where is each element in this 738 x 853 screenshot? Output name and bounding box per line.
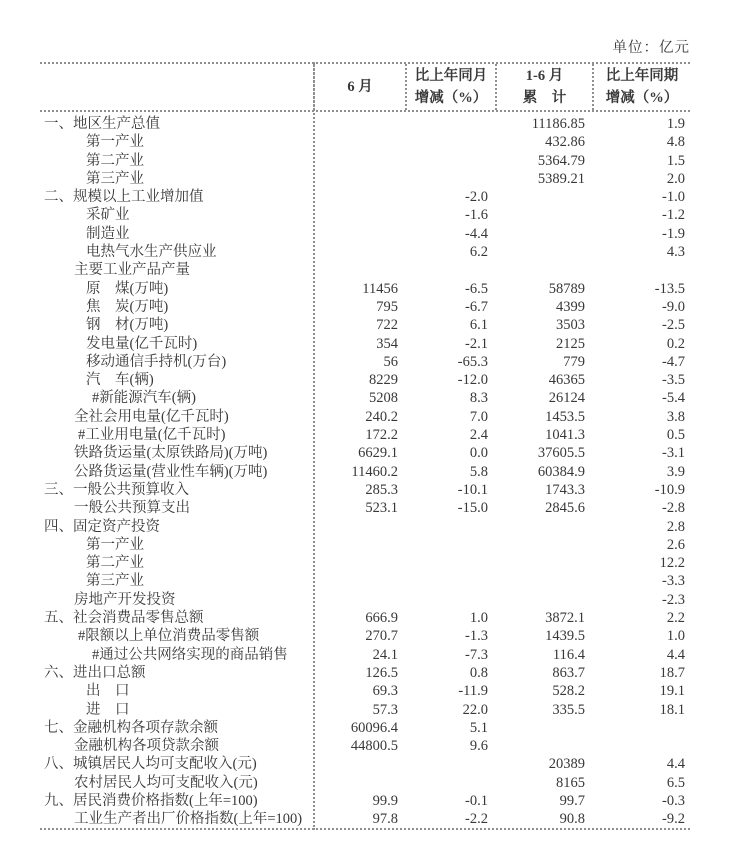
column-header-mom-change — [405, 64, 495, 110]
cell-cumulative-value: 2125 — [556, 335, 585, 352]
cell-cumulative-value: 11186.85 — [531, 116, 585, 132]
cell-june-value — [313, 243, 405, 261]
cell-cumulative-value: 863.7 — [552, 664, 585, 681]
table-row — [40, 481, 690, 499]
cell-june-value: 722 — [376, 317, 398, 334]
cell-june-value: 523.1 — [365, 500, 398, 517]
table-row — [40, 518, 690, 536]
cell-june-value: 99.9 — [372, 792, 398, 809]
cell-yoy-change: 4.4 — [666, 756, 685, 773]
table-row — [40, 554, 690, 572]
cell-cumulative-value — [495, 591, 592, 609]
cell-yoy-change: -2.8 — [662, 500, 685, 517]
row-label: 五、社会消费品零售总额 — [44, 610, 204, 627]
cell-yoy-change: 0.2 — [666, 335, 685, 352]
table-row — [40, 536, 690, 554]
table-row — [40, 335, 690, 353]
row-label: 主要工业产品产量 — [74, 262, 190, 279]
cell-yoy-change: -0.3 — [662, 792, 685, 809]
unit-label: 单位：亿元 — [612, 40, 690, 56]
row-label: #限额以上单位消费品零售额 — [78, 628, 260, 645]
cell-yoy-change: 4.4 — [666, 646, 685, 663]
row-label: 公路货运量(营业性车辆)(万吨) — [74, 463, 268, 480]
cell-mom-change: -7.3 — [465, 646, 488, 663]
cell-mom-change: 1.0 — [469, 610, 488, 627]
row-label: 第二产业 — [86, 152, 144, 169]
row-label: 金融机构各项贷款余额 — [74, 738, 219, 755]
cell-mom-change — [405, 536, 495, 554]
cell-mom-change: -6.5 — [465, 280, 488, 297]
cell-cumulative-value — [495, 206, 592, 224]
row-label: 汽 车(辆) — [86, 372, 154, 389]
cell-cumulative-value: 5389.21 — [537, 170, 585, 187]
cell-mom-change: -2.2 — [465, 811, 488, 828]
cell-june-value — [313, 572, 405, 590]
column-header-line: 比上年同月 — [414, 67, 488, 84]
table-row — [40, 499, 690, 517]
cell-mom-change — [405, 591, 495, 609]
cell-june-value: 354 — [376, 335, 398, 352]
column-header-line: 1-6 月 — [525, 67, 564, 84]
cell-mom-change — [405, 554, 495, 572]
cell-cumulative-value — [495, 737, 592, 755]
table-body — [40, 112, 690, 830]
column-header-line: 6 月 — [347, 78, 373, 95]
cell-june-value — [313, 554, 405, 572]
row-label: #新能源汽车(辆) — [92, 390, 196, 407]
table-row — [40, 371, 690, 389]
column-header-line: 增减（%） — [414, 89, 488, 106]
cell-mom-change — [405, 572, 495, 590]
row-label: 农村居民人均可支配收入(元) — [74, 774, 258, 791]
row-label: 第三产业 — [86, 573, 144, 590]
table-header-row — [40, 62, 690, 112]
column-header-line: 比上年同期 — [605, 67, 679, 84]
table-row — [40, 225, 690, 243]
row-label: 第一产业 — [86, 536, 144, 553]
cell-yoy-change: -10.9 — [654, 481, 685, 498]
cell-mom-change — [405, 152, 495, 170]
cell-yoy-change — [592, 261, 690, 279]
cell-yoy-change: 19.1 — [659, 683, 685, 700]
table-row — [40, 737, 690, 755]
cell-mom-change: -1.3 — [465, 628, 488, 645]
cell-yoy-change: 2.8 — [666, 518, 685, 535]
cell-mom-change: 22.0 — [462, 701, 488, 718]
cell-yoy-change: -1.0 — [662, 189, 685, 206]
cell-mom-change: 9.6 — [469, 738, 488, 755]
column-header-june — [313, 64, 405, 110]
cell-june-value — [313, 115, 405, 133]
row-label: 全社会用电量(亿千瓦时) — [74, 408, 229, 425]
table-row — [40, 444, 690, 462]
cell-june-value: 60096.4 — [350, 719, 398, 736]
cell-yoy-change: -3.3 — [662, 573, 685, 590]
cell-yoy-change: 1.9 — [666, 116, 685, 132]
cell-june-value — [313, 591, 405, 609]
row-label: #工业用电量(亿千瓦时) — [78, 427, 226, 444]
row-label: 采矿业 — [86, 207, 130, 224]
table-row — [40, 755, 690, 773]
cell-yoy-change: 1.5 — [666, 152, 685, 169]
row-label: #通过公共网络实现的商品销售 — [92, 646, 288, 663]
cell-cumulative-value — [495, 188, 592, 206]
cell-cumulative-value — [495, 225, 592, 243]
cell-yoy-change: 2.6 — [666, 536, 685, 553]
cell-mom-change: 7.0 — [469, 408, 488, 425]
row-label: 铁路货运量(太原铁路局)(万吨) — [74, 445, 268, 462]
table-row — [40, 280, 690, 298]
cell-june-value: 24.1 — [372, 646, 398, 663]
cell-june-value — [313, 170, 405, 188]
row-label: 第二产业 — [86, 555, 144, 572]
cell-mom-change — [405, 774, 495, 792]
cell-mom-change: 6.2 — [469, 244, 488, 261]
column-header-indicator — [40, 64, 313, 110]
table-row — [40, 810, 690, 828]
table-row — [40, 609, 690, 627]
table-row — [40, 664, 690, 682]
cell-june-value: 666.9 — [365, 610, 398, 627]
cell-june-value: 6629.1 — [358, 445, 398, 462]
cell-june-value: 126.5 — [365, 664, 398, 681]
cell-cumulative-value: 5364.79 — [537, 152, 585, 169]
cell-june-value — [313, 774, 405, 792]
cell-yoy-change: -5.4 — [662, 390, 685, 407]
column-header-line: 增减（%） — [605, 89, 679, 106]
table-row — [40, 206, 690, 224]
cell-mom-change: 5.8 — [469, 463, 488, 480]
column-header-yoy-change — [592, 64, 690, 110]
row-label: 移动通信手持机(万台) — [86, 353, 227, 370]
cell-mom-change: 2.4 — [469, 427, 488, 444]
table-row — [40, 591, 690, 609]
cell-june-value: 8229 — [369, 372, 398, 389]
cell-yoy-change — [592, 719, 690, 737]
table-row — [40, 389, 690, 407]
table-row — [40, 133, 690, 151]
cell-yoy-change: -3.5 — [662, 372, 685, 389]
table-row — [40, 261, 690, 279]
cell-june-value — [313, 536, 405, 554]
cell-mom-change: -10.1 — [457, 481, 488, 498]
row-label: 一般公共预算支出 — [74, 500, 190, 517]
table-row — [40, 463, 690, 481]
row-label: 第三产业 — [86, 170, 144, 187]
cell-yoy-change: -4.7 — [662, 353, 685, 370]
table-row — [40, 701, 690, 719]
row-label: 焦 炭(万吨) — [86, 298, 169, 315]
table-row — [40, 316, 690, 334]
cell-cumulative-value — [495, 243, 592, 261]
table-row — [40, 719, 690, 737]
cell-yoy-change: 18.1 — [659, 701, 685, 718]
cell-mom-change: 6.1 — [469, 317, 488, 334]
cell-june-value: 56 — [383, 353, 398, 370]
table-row — [40, 682, 690, 700]
row-label: 出 口 — [86, 683, 130, 700]
cell-mom-change: 0.0 — [469, 445, 488, 462]
cell-june-value — [313, 206, 405, 224]
cell-cumulative-value: 335.5 — [552, 701, 585, 718]
cell-june-value: 172.2 — [365, 427, 398, 444]
cell-yoy-change: 4.8 — [666, 134, 685, 151]
cell-mom-change: 8.3 — [469, 390, 488, 407]
cell-yoy-change: -1.9 — [662, 225, 685, 242]
cell-june-value — [313, 133, 405, 151]
cell-yoy-change: 3.9 — [666, 463, 685, 480]
cell-yoy-change: 18.7 — [659, 664, 685, 681]
column-header-line: 累 计 — [522, 89, 567, 106]
cell-mom-change — [405, 261, 495, 279]
row-label: 电热气水生产供应业 — [86, 244, 217, 261]
cell-june-value: 69.3 — [372, 683, 398, 700]
cell-cumulative-value: 37605.5 — [537, 445, 585, 462]
cell-mom-change: -11.9 — [458, 683, 488, 700]
cell-cumulative-value: 60384.9 — [537, 463, 585, 480]
cell-mom-change: 0.8 — [469, 664, 488, 681]
cell-cumulative-value: 3503 — [556, 317, 585, 334]
cell-june-value: 57.3 — [372, 701, 398, 718]
row-label: 八、城镇居民人均可支配收入(元) — [44, 756, 257, 773]
cell-june-value: 44800.5 — [350, 738, 398, 755]
cell-mom-change: -12.0 — [457, 372, 488, 389]
cell-june-value — [313, 518, 405, 536]
cell-yoy-change: -9.0 — [662, 298, 685, 315]
column-header-cumulative — [495, 64, 592, 110]
cell-mom-change — [405, 115, 495, 133]
row-label: 六、进出口总额 — [44, 664, 146, 681]
cell-yoy-change: -3.1 — [662, 445, 685, 462]
cell-yoy-change: -2.3 — [662, 591, 685, 608]
cell-cumulative-value: 1041.3 — [545, 427, 585, 444]
cell-cumulative-value: 1439.5 — [545, 628, 585, 645]
cell-yoy-change: 0.5 — [666, 427, 685, 444]
cell-yoy-change: 4.3 — [666, 244, 685, 261]
cell-cumulative-value: 432.86 — [545, 134, 585, 151]
cell-cumulative-value: 46365 — [548, 372, 585, 389]
cell-cumulative-value — [495, 719, 592, 737]
cell-june-value — [313, 261, 405, 279]
cell-mom-change — [405, 755, 495, 773]
table-row — [40, 627, 690, 645]
table-row — [40, 115, 690, 133]
cell-mom-change: -2.0 — [465, 189, 488, 206]
table-row — [40, 353, 690, 371]
row-label: 七、金融机构各项存款余额 — [44, 719, 218, 736]
cell-yoy-change: 2.2 — [666, 610, 685, 627]
cell-cumulative-value: 26124 — [548, 390, 585, 407]
cell-cumulative-value: 1743.3 — [545, 481, 585, 498]
cell-cumulative-value — [495, 536, 592, 554]
cell-june-value: 285.3 — [365, 481, 398, 498]
cell-cumulative-value: 2845.6 — [545, 500, 585, 517]
cell-mom-change: -0.1 — [465, 792, 488, 809]
row-label: 三、一般公共预算收入 — [44, 481, 189, 498]
table-row — [40, 170, 690, 188]
cell-cumulative-value: 20389 — [548, 756, 585, 773]
cell-yoy-change: -1.2 — [662, 207, 685, 224]
cell-mom-change — [405, 518, 495, 536]
table-row — [40, 188, 690, 206]
row-label: 房地产开发投资 — [74, 591, 176, 608]
table-row — [40, 408, 690, 426]
cell-cumulative-value — [495, 518, 592, 536]
cell-mom-change: -15.0 — [457, 500, 488, 517]
cell-cumulative-value: 4399 — [556, 298, 585, 315]
cell-june-value — [313, 225, 405, 243]
cell-cumulative-value — [495, 572, 592, 590]
row-label: 四、固定资产投资 — [44, 518, 160, 535]
cell-june-value — [313, 188, 405, 206]
column-divider — [313, 62, 315, 830]
row-label: 工业生产者出厂价格指数(上年=100) — [74, 811, 303, 828]
cell-cumulative-value — [495, 554, 592, 572]
cell-mom-change — [405, 170, 495, 188]
table-row — [40, 774, 690, 792]
cell-june-value: 97.8 — [372, 811, 398, 828]
cell-yoy-change — [592, 737, 690, 755]
cell-yoy-change: -9.2 — [662, 811, 685, 828]
table-row — [40, 646, 690, 664]
row-label: 第一产业 — [86, 134, 144, 151]
row-label: 进 口 — [86, 701, 130, 718]
table-row — [40, 298, 690, 316]
cell-mom-change: -2.1 — [465, 335, 488, 352]
row-label: 二、规模以上工业增加值 — [44, 189, 204, 206]
cell-yoy-change: -13.5 — [654, 280, 685, 297]
row-label: 九、居民消费价格指数(上年=100) — [44, 792, 258, 809]
cell-mom-change: -1.6 — [465, 207, 488, 224]
cell-cumulative-value: 116.4 — [552, 646, 585, 663]
cell-cumulative-value: 1453.5 — [545, 408, 585, 425]
cell-june-value: 240.2 — [365, 408, 398, 425]
table-row — [40, 152, 690, 170]
cell-cumulative-value: 99.7 — [559, 792, 585, 809]
row-label: 钢 材(万吨) — [86, 317, 169, 334]
cell-yoy-change: -2.5 — [662, 317, 685, 334]
row-label: 发电量(亿千瓦时) — [86, 335, 198, 352]
cell-cumulative-value — [495, 261, 592, 279]
row-label: 制造业 — [86, 225, 130, 242]
cell-mom-change: -65.3 — [457, 353, 488, 370]
cell-june-value — [313, 152, 405, 170]
cell-june-value: 5208 — [369, 390, 398, 407]
cell-cumulative-value: 3872.1 — [545, 610, 585, 627]
cell-june-value — [313, 755, 405, 773]
cell-june-value: 11460.2 — [351, 463, 398, 480]
cell-yoy-change: 12.2 — [659, 555, 685, 572]
row-label: 原 煤(万吨) — [86, 280, 169, 297]
table-row — [40, 792, 690, 810]
cell-mom-change: -4.4 — [465, 225, 488, 242]
cell-cumulative-value: 90.8 — [559, 811, 585, 828]
cell-cumulative-value: 58789 — [548, 280, 585, 297]
cell-mom-change — [405, 133, 495, 151]
row-label: 一、地区生产总值 — [44, 116, 160, 132]
cell-yoy-change: 2.0 — [666, 170, 685, 187]
cell-yoy-change: 3.8 — [666, 408, 685, 425]
cell-mom-change: -6.7 — [465, 298, 488, 315]
table-row — [40, 426, 690, 444]
cell-yoy-change: 6.5 — [666, 774, 685, 791]
cell-mom-change: 5.1 — [469, 719, 488, 736]
cell-cumulative-value: 528.2 — [552, 683, 585, 700]
statistics-table — [40, 62, 690, 830]
cell-june-value: 795 — [376, 298, 398, 315]
cell-cumulative-value: 8165 — [556, 774, 585, 791]
cell-june-value: 270.7 — [365, 628, 398, 645]
table-row — [40, 243, 690, 261]
cell-yoy-change: 1.0 — [666, 628, 685, 645]
table-row — [40, 572, 690, 590]
cell-june-value: 11456 — [362, 280, 398, 297]
cell-cumulative-value: 779 — [563, 353, 585, 370]
